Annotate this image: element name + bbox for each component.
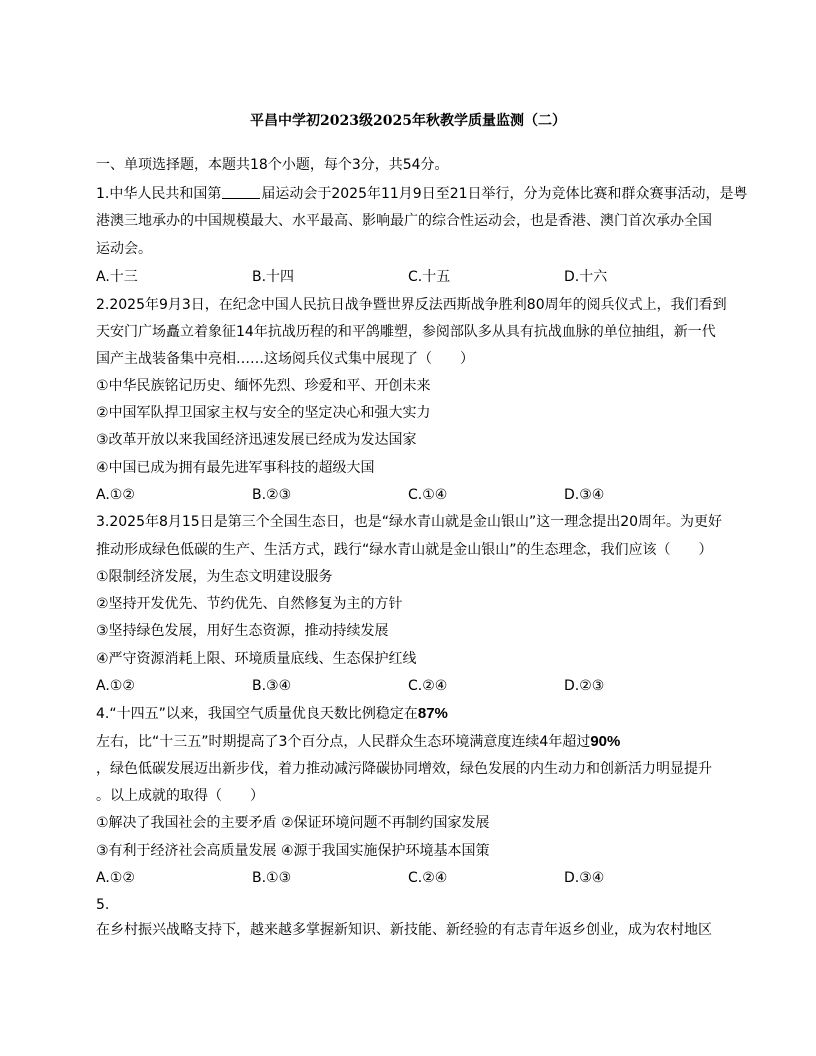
q2-option-c[interactable]: C.①④ <box>408 487 448 503</box>
q4-options <box>96 869 736 887</box>
q1-text-b: 届运动会于2025年11月9日至21日举行，分为竞体比赛和群众赛事活动，是粤 <box>261 186 748 202</box>
q3-statement-1: ①限制经济发展，为生态文明建设服务 <box>96 569 333 585</box>
q3-options <box>96 677 736 695</box>
q2-statement-4: ④中国已成为拥有最先进军事科技的超级大国 <box>96 460 375 476</box>
q4-line-3: ，绿色低碳发展迈出新步伐，着力推动减污降碳协同增效，绿色发展的内生动力和创新活力明显提升 <box>96 761 712 777</box>
q2-statement-2: ②中国军队捍卫国家主权与安全的坚定决心和强大实力 <box>96 405 431 421</box>
q2-option-a[interactable]: A.①② <box>96 487 135 503</box>
q4-line-1 <box>96 705 726 723</box>
q2-statement-1: ①中华民族铭记历史、缅怀先烈、珍爱和平、开创未来 <box>96 378 431 394</box>
q3-option-b[interactable]: B.③④ <box>252 678 292 694</box>
q3-statement-3: ③坚持绿色发展，用好生态资源，推动持续发展 <box>96 623 389 639</box>
q3-line-1: 3.2025年8月15日是第三个全国生态日，也是“绿水青山就是金山银山”这一理念提出20周年。为更好 <box>96 514 723 530</box>
q2-line-1: 2.2025年9月3日，在纪念中国人民抗日战争暨世界反法西斯战争胜利80周年的阅兵仪式上，我们看到 <box>96 297 727 313</box>
q2-option-b[interactable]: B.②③ <box>252 487 292 503</box>
fill-blank <box>222 184 260 199</box>
q5-number: 5. <box>96 897 110 913</box>
q1-line-1 <box>96 184 748 203</box>
q1-text-a: 1.中华人民共和国第 <box>96 186 222 202</box>
q1-option-a[interactable]: A.十三 <box>96 269 138 285</box>
q1-option-d[interactable]: D.十六 <box>564 269 608 285</box>
q4-option-b[interactable]: B.①③ <box>252 870 292 886</box>
q2-line-3: 国产主战装备集中亮相……这场阅兵仪式集中展现了（ ） <box>96 351 474 367</box>
q1-options <box>96 268 736 286</box>
q3-option-d[interactable]: D.②③ <box>564 678 605 694</box>
q5-line-1: 在乡村振兴战略支持下，越来越多掌握新知识、新技能、新经验的有志青年返乡创业，成为农村地区 <box>96 922 712 938</box>
q4-option-c[interactable]: C.②④ <box>408 870 448 886</box>
q1-line-2: 港澳三地承办的中国规模最大、水平最高、影响最广的综合性运动会，也是香港、澳门首次承办全国 <box>96 213 712 229</box>
q3-statement-4: ④严守资源消耗上限、环境质量底线、生态保护红线 <box>96 651 417 667</box>
q2-option-d[interactable]: D.③④ <box>564 487 605 503</box>
section-heading: 一、单项选择题，本题共18个小题，每个3分，共54分。 <box>96 157 449 173</box>
q4-text-a: 4.“十四五”以来，我国空气质量优良天数比例稳定在 <box>96 706 418 722</box>
q4-percent-87: 87% <box>417 705 448 722</box>
q4-option-d[interactable]: D.③④ <box>564 870 605 886</box>
q2-line-2: 天安门广场矗立着象征14年抗战历程的和平鸽雕塑，参阅部队多从具有抗战血脉的单位抽组，新一代 <box>96 324 716 340</box>
q2-statement-3: ③改革开放以来我国经济迅速发展已经成为发达国家 <box>96 432 417 448</box>
q3-line-2: 推动形成绿色低碳的生产、生活方式，践行“绿水青山就是金山银山”的生态理念，我们应该（ ） <box>96 542 713 558</box>
page-title: 平昌中学初2023级2025年秋教学质量监测（二） <box>250 113 566 129</box>
q1-option-b[interactable]: B.十四 <box>252 269 295 285</box>
q4-option-a[interactable]: A.①② <box>96 870 135 886</box>
q4-percent-90: 90% <box>590 733 621 750</box>
q4-line-2 <box>96 733 726 751</box>
q4-statement-1: ①解决了我国社会的主要矛盾 ②保证环境问题不再制约国家发展 <box>96 815 490 831</box>
q3-statement-2: ②坚持开发优先、节约优先、自然修复为主的方针 <box>96 596 403 612</box>
q1-line-3: 运动会。 <box>96 241 152 257</box>
q2-options <box>96 486 736 504</box>
q4-text-b: 左右，比“十三五”时期提高了3个百分点，人民群众生态环境满意度连续4年超过 <box>96 734 591 750</box>
q1-option-c[interactable]: C.十五 <box>408 269 451 285</box>
q4-statement-2: ③有利于经济社会高质量发展 ④源于我国实施保护环境基本国策 <box>96 843 490 859</box>
q3-option-a[interactable]: A.①② <box>96 678 135 694</box>
q3-option-c[interactable]: C.②④ <box>408 678 448 694</box>
q4-line-4: 。以上成就的取得（ ） <box>96 788 264 804</box>
